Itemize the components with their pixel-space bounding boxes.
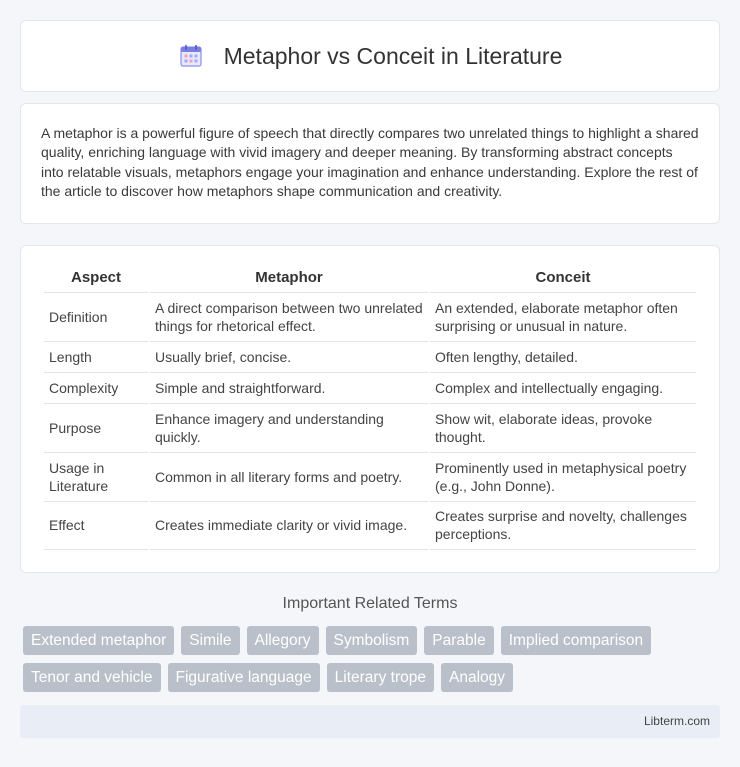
title-card: [20, 20, 720, 92]
conceit-cell: Prominently used in metaphysical poetry (e.g., John Donne).: [430, 452, 696, 501]
calendar-icon: [178, 43, 204, 69]
header-metaphor: Metaphor: [255, 269, 323, 287]
tag-tenor-and-vehicle[interactable]: Tenor and vehicle: [23, 663, 161, 692]
intro-card: [20, 103, 720, 224]
intro-text: A metaphor is a powerful figure of speech that directly compares two unrelated things to highlight a shared quality, enriching language with vivid imagery and deeper meaning. By transforming abstract concepts into relatable visuals, metaphors engage your imagination and enhance understanding. Explore the rest of the article to discover how metaphors shape communication and creativity.: [41, 125, 699, 200]
metaphor-cell: Enhance imagery and understanding quickly.: [150, 403, 428, 452]
comparison-table-card: [20, 245, 720, 573]
aspect-cell: Usage in Literature: [44, 452, 148, 501]
page-title: Metaphor vs Conceit in Literature: [223, 42, 563, 69]
tag-figurative-language[interactable]: Figurative language: [168, 663, 320, 692]
metaphor-cell: Usually brief, concise.: [150, 341, 428, 372]
header-aspect: Aspect: [70, 269, 122, 287]
metaphor-cell: Creates immediate clarity or vivid image.: [150, 501, 428, 550]
metaphor-cell: Common in all literary forms and poetry.: [150, 452, 428, 501]
table-header-row: [44, 266, 696, 292]
footer-brand-link[interactable]: Libterm.com: [643, 714, 710, 729]
table-row: [44, 292, 696, 341]
related-terms-list: [20, 626, 720, 692]
table-row: [44, 501, 696, 550]
aspect-cell: Length: [44, 341, 148, 372]
table-row: [44, 372, 696, 403]
conceit-cell: Show wit, elaborate ideas, provoke thought.: [430, 403, 696, 452]
tag-literary-trope[interactable]: Literary trope: [327, 663, 434, 692]
tag-allegory[interactable]: Allegory: [247, 626, 319, 655]
header-conceit: Conceit: [535, 269, 591, 287]
conceit-cell: Creates surprise and novelty, challenges perceptions.: [430, 501, 696, 550]
tag-parable[interactable]: Parable: [424, 626, 493, 655]
comparison-table: [42, 266, 698, 550]
footer: [20, 705, 720, 738]
metaphor-cell: Simple and straightforward.: [150, 372, 428, 403]
aspect-cell: Effect: [44, 501, 148, 550]
aspect-cell: Complexity: [44, 372, 148, 403]
tag-symbolism[interactable]: Symbolism: [326, 626, 418, 655]
table-row: [44, 452, 696, 501]
conceit-cell: Often lengthy, detailed.: [430, 341, 696, 372]
tag-extended-metaphor[interactable]: Extended metaphor: [23, 626, 174, 655]
tag-simile[interactable]: Simile: [181, 626, 239, 655]
table-row: [44, 341, 696, 372]
aspect-cell: Definition: [44, 292, 148, 341]
table-row: [44, 403, 696, 452]
tag-implied-comparison[interactable]: Implied comparison: [501, 626, 651, 655]
metaphor-cell: A direct comparison between two unrelated things for rhetorical effect.: [150, 292, 428, 341]
aspect-cell: Purpose: [44, 403, 148, 452]
tag-analogy[interactable]: Analogy: [441, 663, 513, 692]
related-terms-title: Important Related Terms: [282, 594, 458, 612]
conceit-cell: An extended, elaborate metaphor often surprising or unusual in nature.: [430, 292, 696, 341]
conceit-cell: Complex and intellectually engaging.: [430, 372, 696, 403]
